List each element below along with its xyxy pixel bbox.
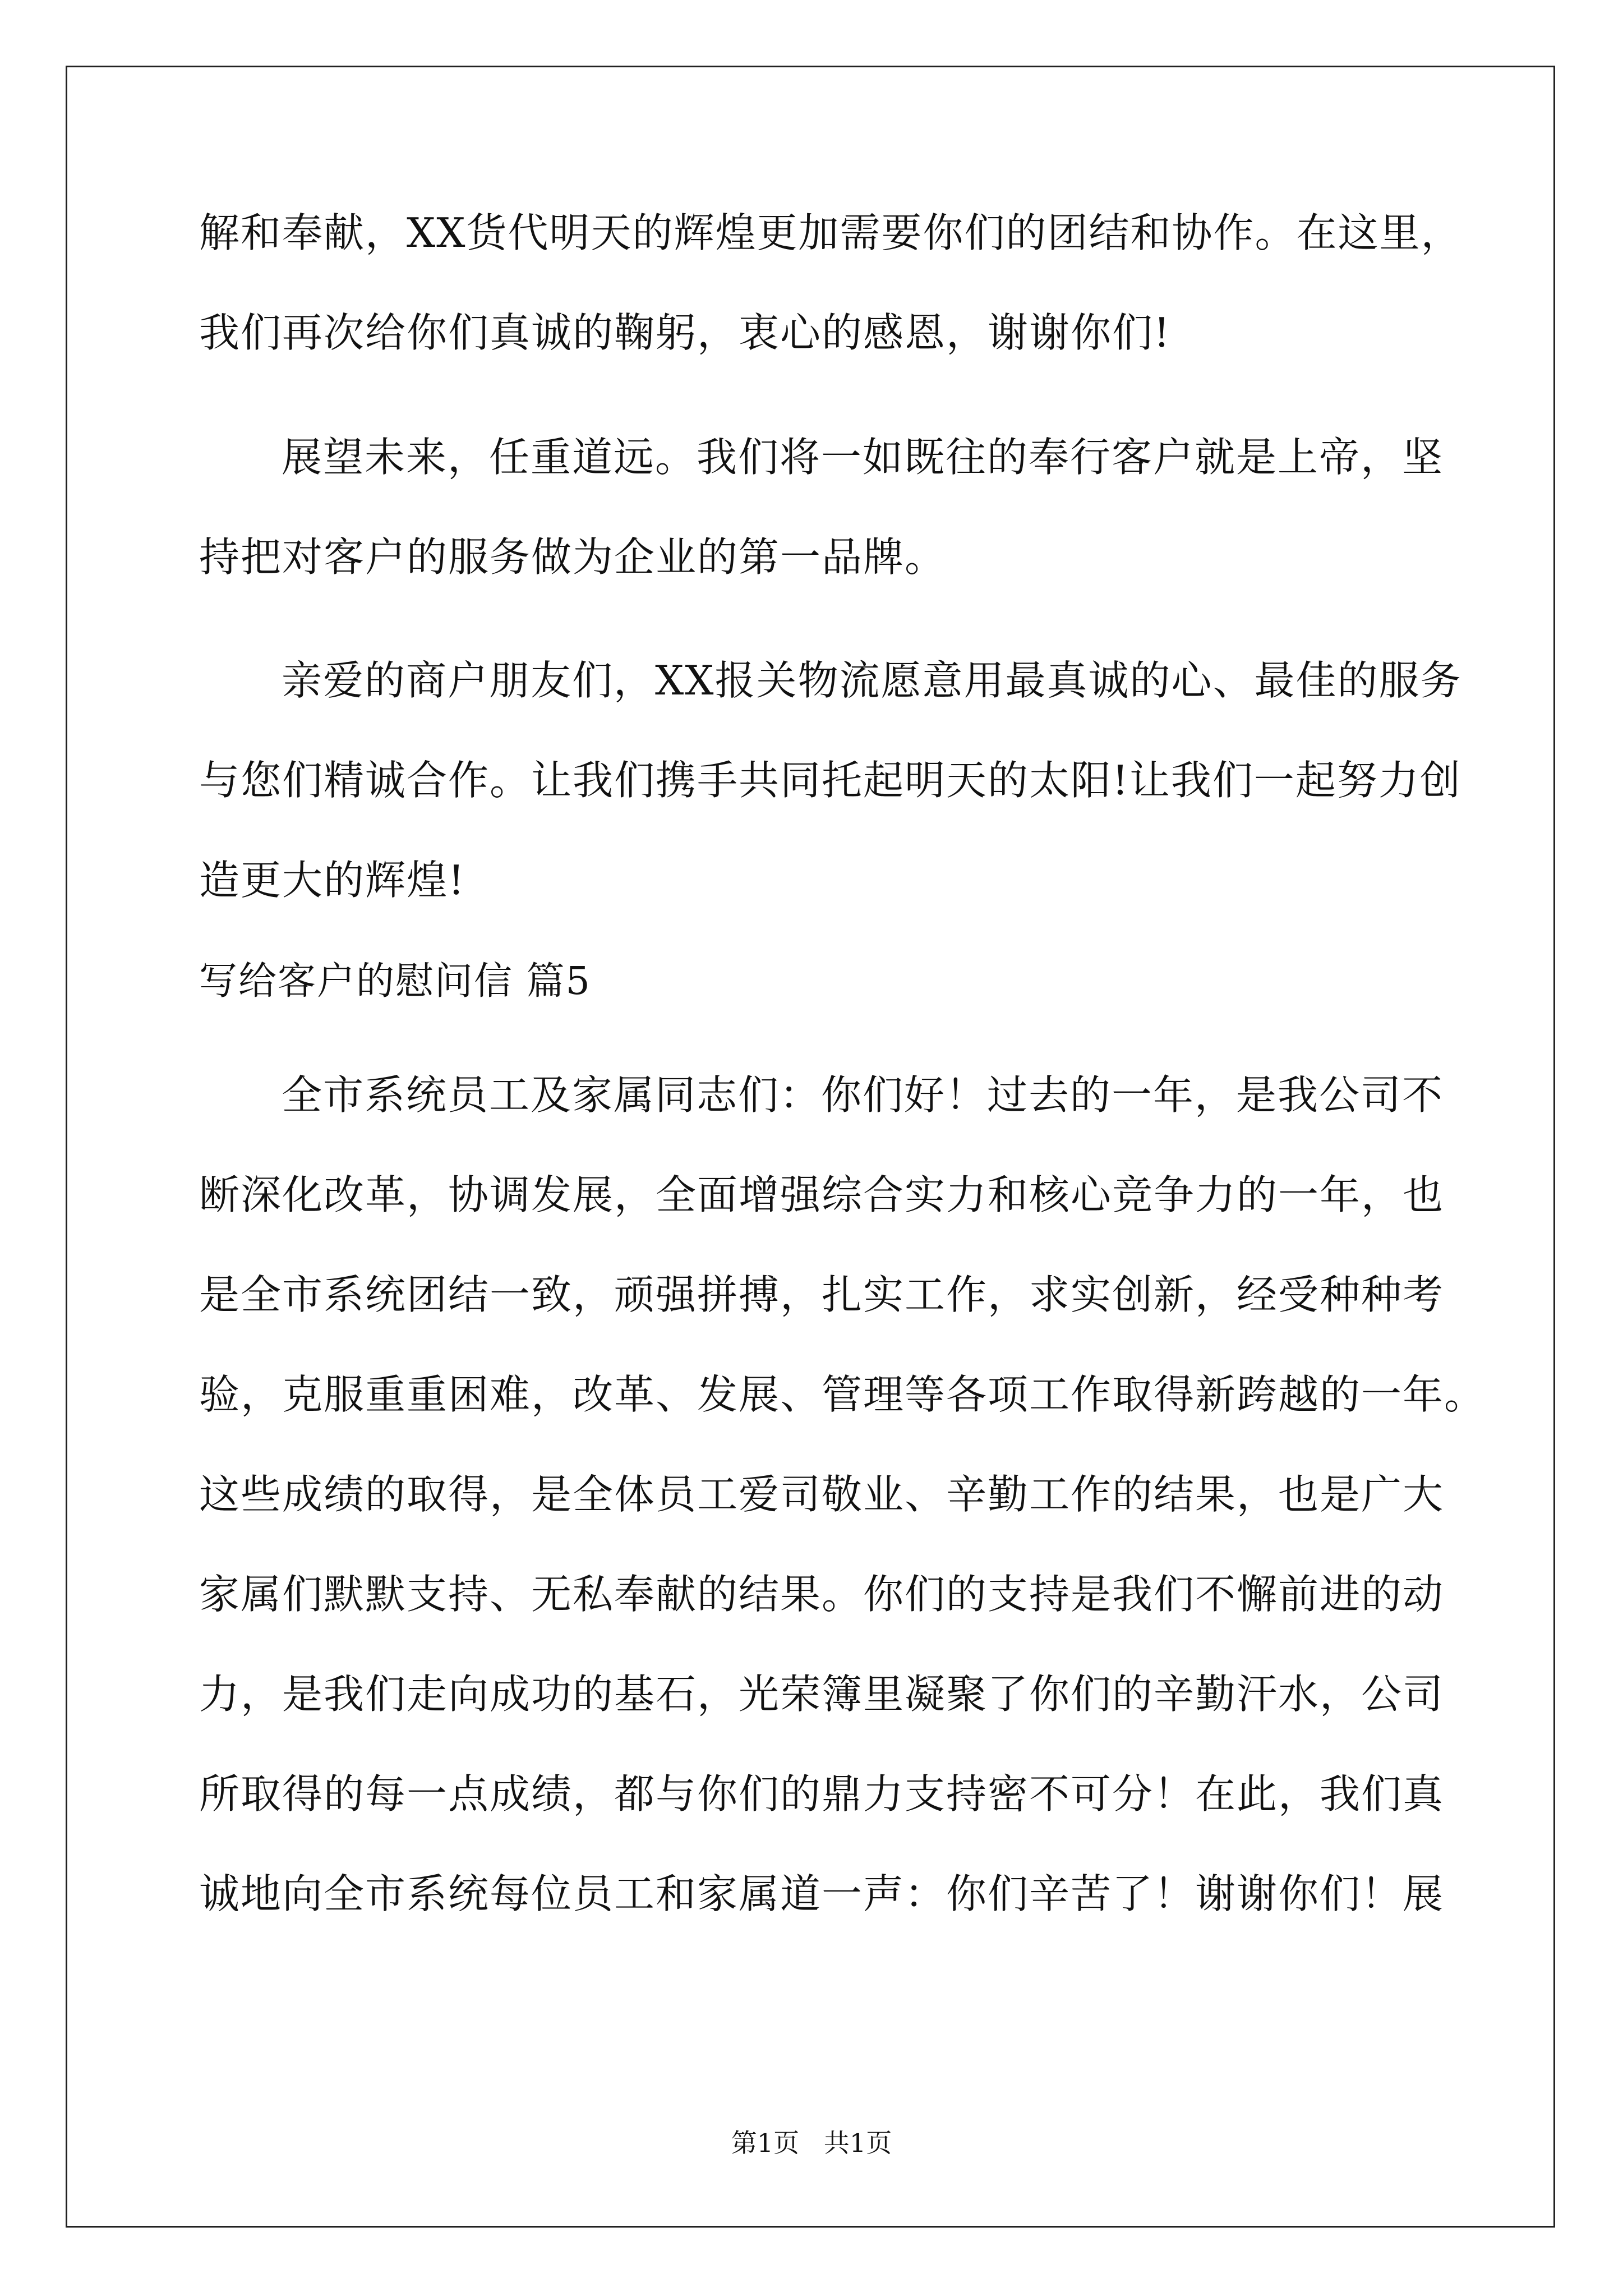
body-line: 这些成绩的取得，是全体员工爱司敬业、辛勤工作的结果，也是广大	[199, 1471, 1445, 1518]
body-line: 家属们默默支持、无私奉献的结果。你们的支持是我们不懈前进的动	[199, 1571, 1445, 1618]
body-line: 所取得的每一点成绩，都与你们的鼎力支持密不可分！在此，我们真	[199, 1770, 1445, 1818]
body-line: 造更大的辉煌!	[199, 857, 465, 904]
section-heading: 写给客户的慰问信 篇5	[199, 959, 591, 1004]
body-line: 与您们精诚合作。让我们携手共同托起明天的太阳!让我们一起努力创	[199, 757, 1461, 804]
body-line: 我们再次给你们真诚的鞠躬，衷心的感恩，谢谢你们!	[199, 309, 1171, 356]
paragraph-line: 亲爱的商户朋友们，XX报关物流愿意用最真诚的心、最佳的服务	[282, 657, 1462, 704]
body-line: 力，是我们走向成功的基石，光荣簿里凝聚了你们的辛勤汗水，公司	[199, 1671, 1445, 1718]
body-line: 持把对客户的服务做为企业的第一品牌。	[199, 533, 947, 581]
body-line: 断深化改革，协调发展，全面增强综合实力和核心竞争力的一年，也	[199, 1171, 1445, 1218]
body-line: 验，克服重重困难，改革、发展、管理等各项工作取得新跨越的一年。	[199, 1371, 1486, 1418]
body-line: 解和奉献，XX货代明天的辉煌更加需要你们的团结和协作。在这里，	[199, 209, 1463, 256]
page-footer: 第1页 共1页	[731, 2128, 892, 2158]
body-line: 是全市系统团结一致，顽强拼搏，扎实工作，求实创新，经受种种考	[199, 1271, 1445, 1318]
body-line: 诚地向全市系统每位员工和家属道一声：你们辛苦了！谢谢你们！展	[199, 1870, 1445, 1917]
paragraph-line: 展望未来，任重道远。我们将一如既往的奉行客户就是上帝，坚	[282, 434, 1444, 481]
paragraph-line: 全市系统员工及家属同志们：你们好！过去的一年，是我公司不	[282, 1071, 1444, 1119]
